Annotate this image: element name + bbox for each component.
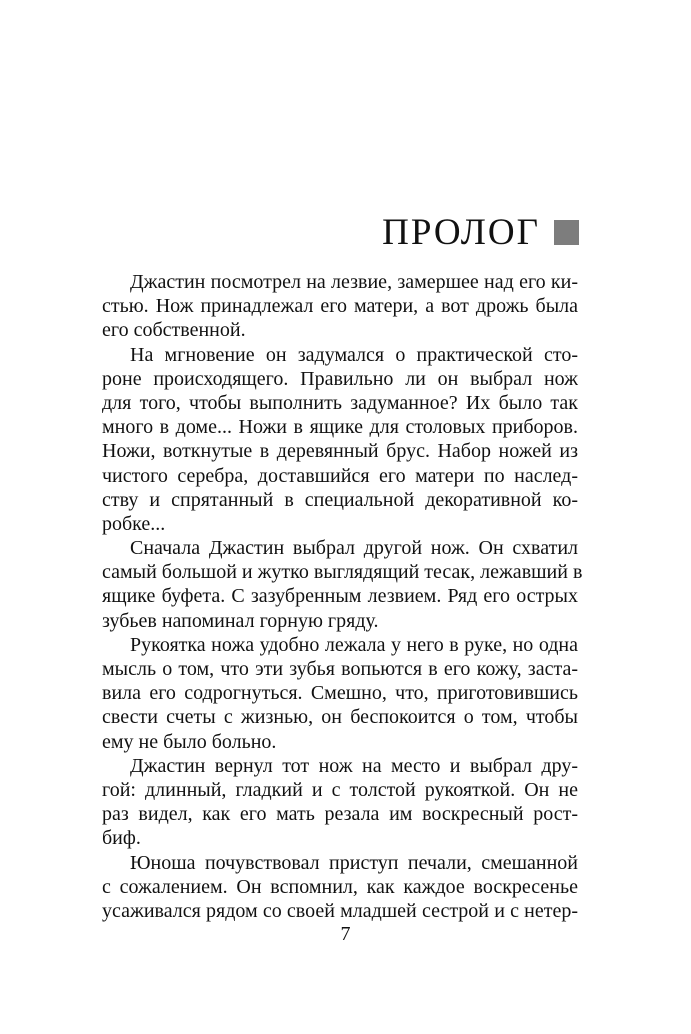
text-line: с сожалением. Он вспомнил, как каждое воскресенье: [102, 875, 578, 898]
text-line: ящике буфета. С зазубренным лезвием. Ряд его острых: [102, 585, 578, 608]
text-line: Джастин посмотрел на лезвие, замершее над его ки-: [130, 271, 578, 293]
text-line: Юноша почувствовал приступ печали, смешанной: [130, 851, 578, 874]
text-line: вила его содрогнуться. Смешно, что, приготовившись: [102, 682, 578, 705]
text-line: На мгновение он задумался о практической сто-: [130, 343, 578, 366]
chapter-title: ПРОЛОГ: [382, 212, 540, 253]
text-line: зубьев напоминал горную гряду.: [102, 609, 379, 632]
text-line: самый большой и жутко выглядящий тесак, лежавший в: [102, 561, 583, 584]
text-line: роне происходящего. Правильно ли он выбрал нож: [102, 367, 578, 390]
text-line: свести счеты с жизнью, он беспокоится о том, чтобы: [102, 706, 578, 729]
text-line: Ножи, воткнутые в деревянный брус. Набор ножей из: [102, 440, 578, 463]
text-line: ству и спрятанный в специальной декоративной ко-: [102, 488, 578, 511]
text-line: чистого серебра, доставшийся его матери по наслед-: [102, 464, 578, 487]
text-line: его собственной.: [102, 319, 246, 342]
text-line: Рукоятка ножа удобно лежала у него в руке, но одна: [130, 633, 578, 656]
page-number: 7: [340, 923, 351, 945]
text-line: для того, чтобы выполнить задуманное? Их было так: [102, 391, 578, 414]
text-line: робке...: [102, 512, 166, 535]
text-line: мысль о том, что эти зубья вопьются в его кожу, заста-: [102, 658, 578, 680]
heading-square-ornament: [554, 220, 579, 245]
text-line: раз видел, как его мать резала им воскресный рост-: [102, 803, 578, 826]
text-line: ему не было больно.: [102, 730, 277, 753]
prologue-text: [102, 270, 583, 923]
text-line: Джастин вернул тот нож на место и выбрал дру-: [130, 754, 578, 777]
text-line: усаживался рядом со своей младшей сестрой и с нетер-: [102, 899, 578, 922]
text-line: биф.: [102, 827, 141, 850]
text-line: Сначала Джастин выбрал другой нож. Он схватил: [130, 537, 578, 560]
text-line: гой: длинный, гладкий и с толстой рукояткой. Он не: [102, 778, 578, 801]
chapter-heading: [382, 214, 579, 251]
text-line: стью. Нож принадлежал его матери, а вот дрожь была: [102, 295, 578, 318]
text-line: много в доме... Ножи в ящике для столовых приборов.: [102, 416, 578, 439]
